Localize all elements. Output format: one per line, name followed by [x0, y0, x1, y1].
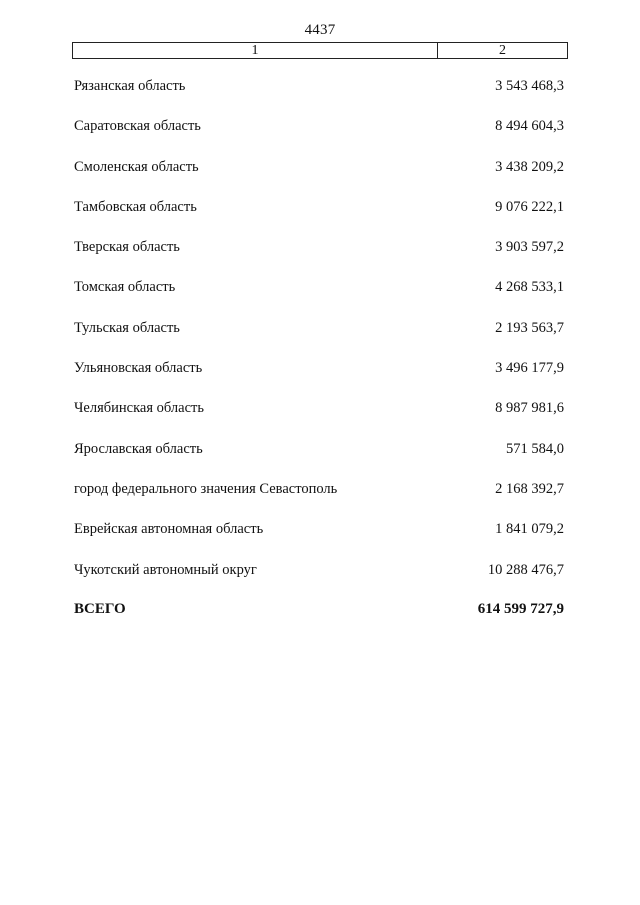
- page-number: 4437: [304, 22, 336, 38]
- region-name: Тамбовская область: [74, 198, 197, 215]
- region-value: 3 903 597,2: [495, 239, 564, 256]
- region-value: 10 288 476,7: [487, 561, 564, 578]
- region-value: 1 841 079,2: [495, 521, 564, 538]
- table-row: [74, 559, 564, 599]
- region-name: Тверская область: [74, 239, 180, 256]
- region-value: 3 496 177,9: [495, 360, 564, 377]
- table-row: [74, 518, 564, 558]
- region-name: Ярославская область: [74, 440, 203, 457]
- table-row: [74, 478, 564, 518]
- region-value: 2 193 563,7: [495, 319, 564, 336]
- region-value: 571 584,0: [506, 440, 564, 457]
- region-name: Еврейская автономная область: [74, 521, 264, 538]
- region-name: Чукотский автономный округ: [74, 561, 257, 578]
- region-name: Саратовская область: [74, 118, 201, 135]
- region-name: Челябинская область: [74, 400, 204, 417]
- table-row: [74, 75, 564, 115]
- column-header-1: 1: [73, 43, 438, 58]
- region-value: 4 268 533,1: [495, 279, 564, 296]
- region-name: Ульяновская область: [74, 360, 203, 377]
- region-name: Смоленская область: [74, 158, 199, 175]
- table-row: [74, 438, 564, 478]
- region-name: Рязанская область: [74, 78, 186, 94]
- total-row: [74, 598, 564, 620]
- total-label: ВСЕГО: [74, 601, 126, 617]
- table-row: [74, 236, 564, 276]
- region-value: 2 168 392,7: [495, 480, 564, 497]
- table-row: [74, 397, 564, 437]
- region-value: 3 543 468,3: [495, 78, 564, 94]
- table-row: [74, 276, 564, 316]
- table-row: [74, 196, 564, 236]
- table-row: [74, 115, 564, 155]
- region-value: 8 987 981,6: [495, 400, 564, 417]
- total-value: 614 599 727,9: [477, 601, 564, 617]
- region-value: 8 494 604,3: [495, 118, 564, 135]
- region-name: Томская область: [74, 279, 176, 296]
- table-row: [74, 156, 564, 196]
- table-row: [74, 357, 564, 397]
- region-name: город федерального значения Севастополь: [74, 480, 338, 497]
- table-header: [72, 42, 568, 59]
- column-header-2: 2: [499, 43, 506, 58]
- region-value: 3 438 209,2: [495, 158, 564, 175]
- table-row: [74, 317, 564, 357]
- region-name: Тульская область: [74, 319, 180, 336]
- table-body: [74, 75, 564, 599]
- region-value: 9 076 222,1: [495, 198, 564, 215]
